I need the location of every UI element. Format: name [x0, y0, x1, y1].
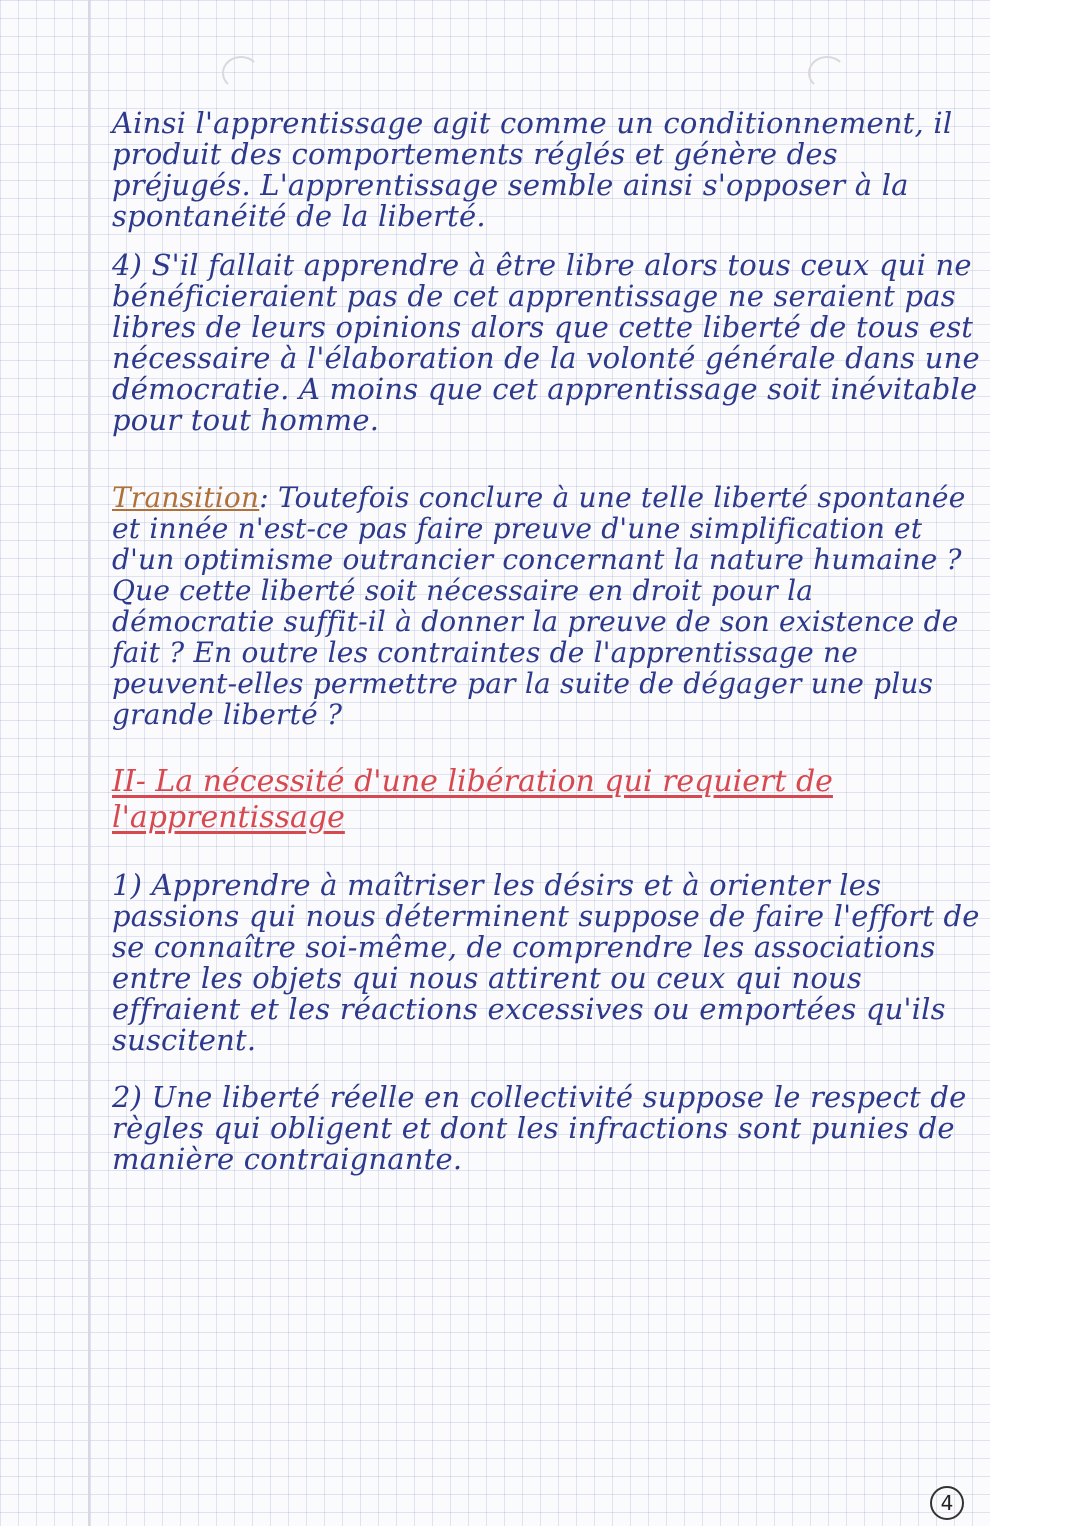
- paragraph-point-1: 1) Apprendre à maîtriser les désirs et à orienter les passions qui nous déterminent suppose de faire l'effort de se connaître soi-même, de comprendre les associations entre les objets qui nous attirent ou ceux qui nous effraient et les réactions excessives ou emportées qu'ils suscitent.: [112, 868, 980, 1057]
- margin-line: [88, 0, 90, 1526]
- paragraph-point-4: 4) S'il fallait apprendre à être libre alors tous ceux qui ne bénéficieraient pas de cet apprentissage ne seraient pas libres de leurs opinions alors que cette liberté de tous est nécessaire à l'élaboration de la volonté générale dans une démocratie. A moins que cet apprentissage soit inévitable pour tout homme.: [112, 248, 980, 437]
- binder-hole: [808, 56, 846, 90]
- section-heading-II: II- La nécessité d'une libération qui requiert de l'apprentissage: [112, 764, 833, 835]
- paragraph-point-2: 2) Une liberté réelle en collectivité suppose le respect de règles qui obligent et dont les infractions sont punies de manière contraignante.: [112, 1080, 967, 1176]
- transition-paragraph: [112, 482, 982, 730]
- binder-hole: [222, 56, 260, 90]
- transition-text: : Toutefois conclure à une telle liberté spontanée et innée n'est-ce pas faire preuve d'une simplification et d'un optimisme outrancier concernant la nature humaine ? Que cette liberté soit nécessaire en droit pour la démocratie suffit-il à donner la preuve de son existence de fait ? En outre les contraintes de l'apprentissage ne peuvent-elles permettre par la suite de dégager une plus grande liberté ?: [112, 481, 966, 731]
- transition-label: Transition: [112, 481, 260, 514]
- handwritten-text: [112, 108, 982, 1195]
- paragraph-conditionnement: Ainsi l'apprentissage agit comme un conditionnement, il produit des comportements réglés et génère des préjugés. L'apprentissage semble ainsi s'opposer à la spontanéité de la liberté.: [112, 106, 953, 233]
- page-number: 4: [930, 1486, 964, 1520]
- page-edge: [990, 0, 1080, 1526]
